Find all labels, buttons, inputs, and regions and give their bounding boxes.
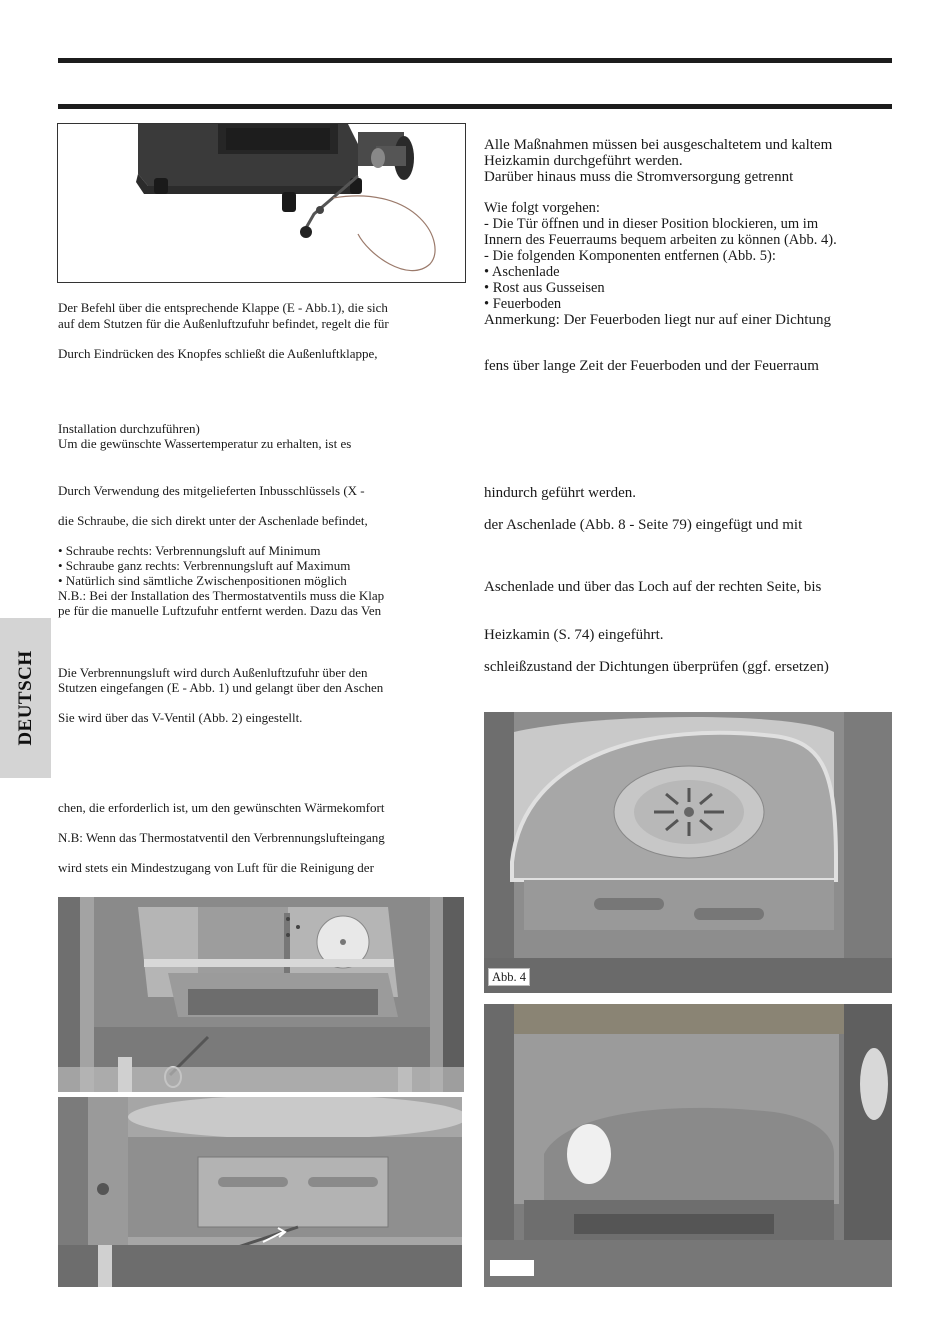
header-rule-bottom [58, 104, 892, 109]
left-text-line: • Schraube rechts: Verbrennungsluft auf Minimum [58, 543, 321, 558]
left-text-line: chen, die erforderlich ist, um den gewünschten Wärmekomfort [58, 800, 385, 815]
figure-abb4-caption: Abb. 4 [488, 968, 530, 986]
right-text-line: Anmerkung: Der Feuerboden liegt nur auf einer Dichtung [484, 312, 831, 328]
figure-ash-drawer-key [58, 1097, 462, 1287]
left-text-line: auf dem Stutzen für die Außenluftzufuhr befindet, regelt die für [58, 316, 389, 331]
left-text-line: Der Befehl über die entsprechende Klappe (E - Abb.1), die sich [58, 300, 388, 315]
right-text-line: • Rost aus Gusseisen [484, 280, 605, 296]
right-text-line: Darüber hinaus muss die Stromversorgung getrennt [484, 169, 794, 185]
left-text-line: die Schraube, die sich direkt unter der Aschenlade befindet, [58, 513, 368, 528]
left-text-line: Stutzen eingefangen (E - Abb. 1) und gelangt über den Aschen [58, 680, 384, 695]
left-text-line: • Schraube ganz rechts: Verbrennungsluft auf Maximum [58, 558, 351, 573]
left-text-line: Durch Verwendung des mitgelieferten Inbusschlüssels (X - [58, 483, 365, 498]
language-tab-label: DEUTSCH [14, 650, 36, 746]
left-text-line: N.B: Wenn das Thermostatventil den Verbrennungslufteingang [58, 830, 385, 845]
left-text-line: Die Verbrennungsluft wird durch Außenluftzufuhr über den [58, 665, 368, 680]
right-text-line: Aschenlade und über das Loch auf der rechten Seite, bis [484, 579, 822, 595]
right-text-line: hindurch geführt werden. [484, 485, 637, 501]
figure-firebox-open [58, 897, 464, 1092]
left-text-line: Sie wird über das V-Ventil (Abb. 2) eingestellt. [58, 710, 303, 725]
left-text-line: Durch Eindrücken des Knopfes schließt die Außenluftklappe, [58, 346, 378, 361]
right-text-line: schleißzustand der Dichtungen überprüfen (ggf. ersetzen) [484, 659, 829, 675]
right-text-line: • Feuerboden [484, 296, 562, 312]
header-rule-top [58, 58, 892, 63]
left-text-line: • Natürlich sind sämtliche Zwischenpositionen möglich [58, 573, 347, 588]
right-text-line: Wie folgt vorgehen: [484, 200, 600, 216]
left-text-line: Installation durchzuführen) [58, 421, 200, 436]
right-text-line: Innern des Feuerraums bequem arbeiten zu können (Abb. 4). [484, 232, 837, 248]
left-text-line: pe für die manuelle Luftzufuhr entfernt werden. Dazu das Ven [58, 603, 382, 618]
figure-abb4 [484, 712, 892, 993]
right-text-line: Heizkamin (S. 74) eingeführt. [484, 627, 664, 643]
right-text-line: - Die folgenden Komponenten entfernen (Abb. 5): [484, 248, 776, 264]
right-text-line: fens über lange Zeit der Feuerboden und der Feuerraum [484, 358, 819, 374]
right-text-line: - Die Tür öffnen und in dieser Position blockieren, um im [484, 216, 819, 232]
right-text-line: der Aschenlade (Abb. 8 - Seite 79) eingefügt und mit [484, 517, 803, 533]
right-text-line: Heizkamin durchgeführt werden. [484, 153, 683, 169]
figure-air-intake [57, 123, 466, 283]
left-text-line: Um die gewünschte Wassertemperatur zu erhalten, ist es [58, 436, 352, 451]
figure-abb5 [484, 1004, 892, 1287]
right-text-line: Alle Maßnahmen müssen bei ausgeschaltetem und kaltem [484, 137, 833, 153]
right-text-line: • Aschenlade [484, 264, 560, 280]
language-tab [0, 618, 51, 778]
left-text-line: N.B.: Bei der Installation des Thermostatventils muss die Klap [58, 588, 385, 603]
left-text-line: wird stets ein Mindestzugang von Luft für die Reinigung der [58, 860, 374, 875]
